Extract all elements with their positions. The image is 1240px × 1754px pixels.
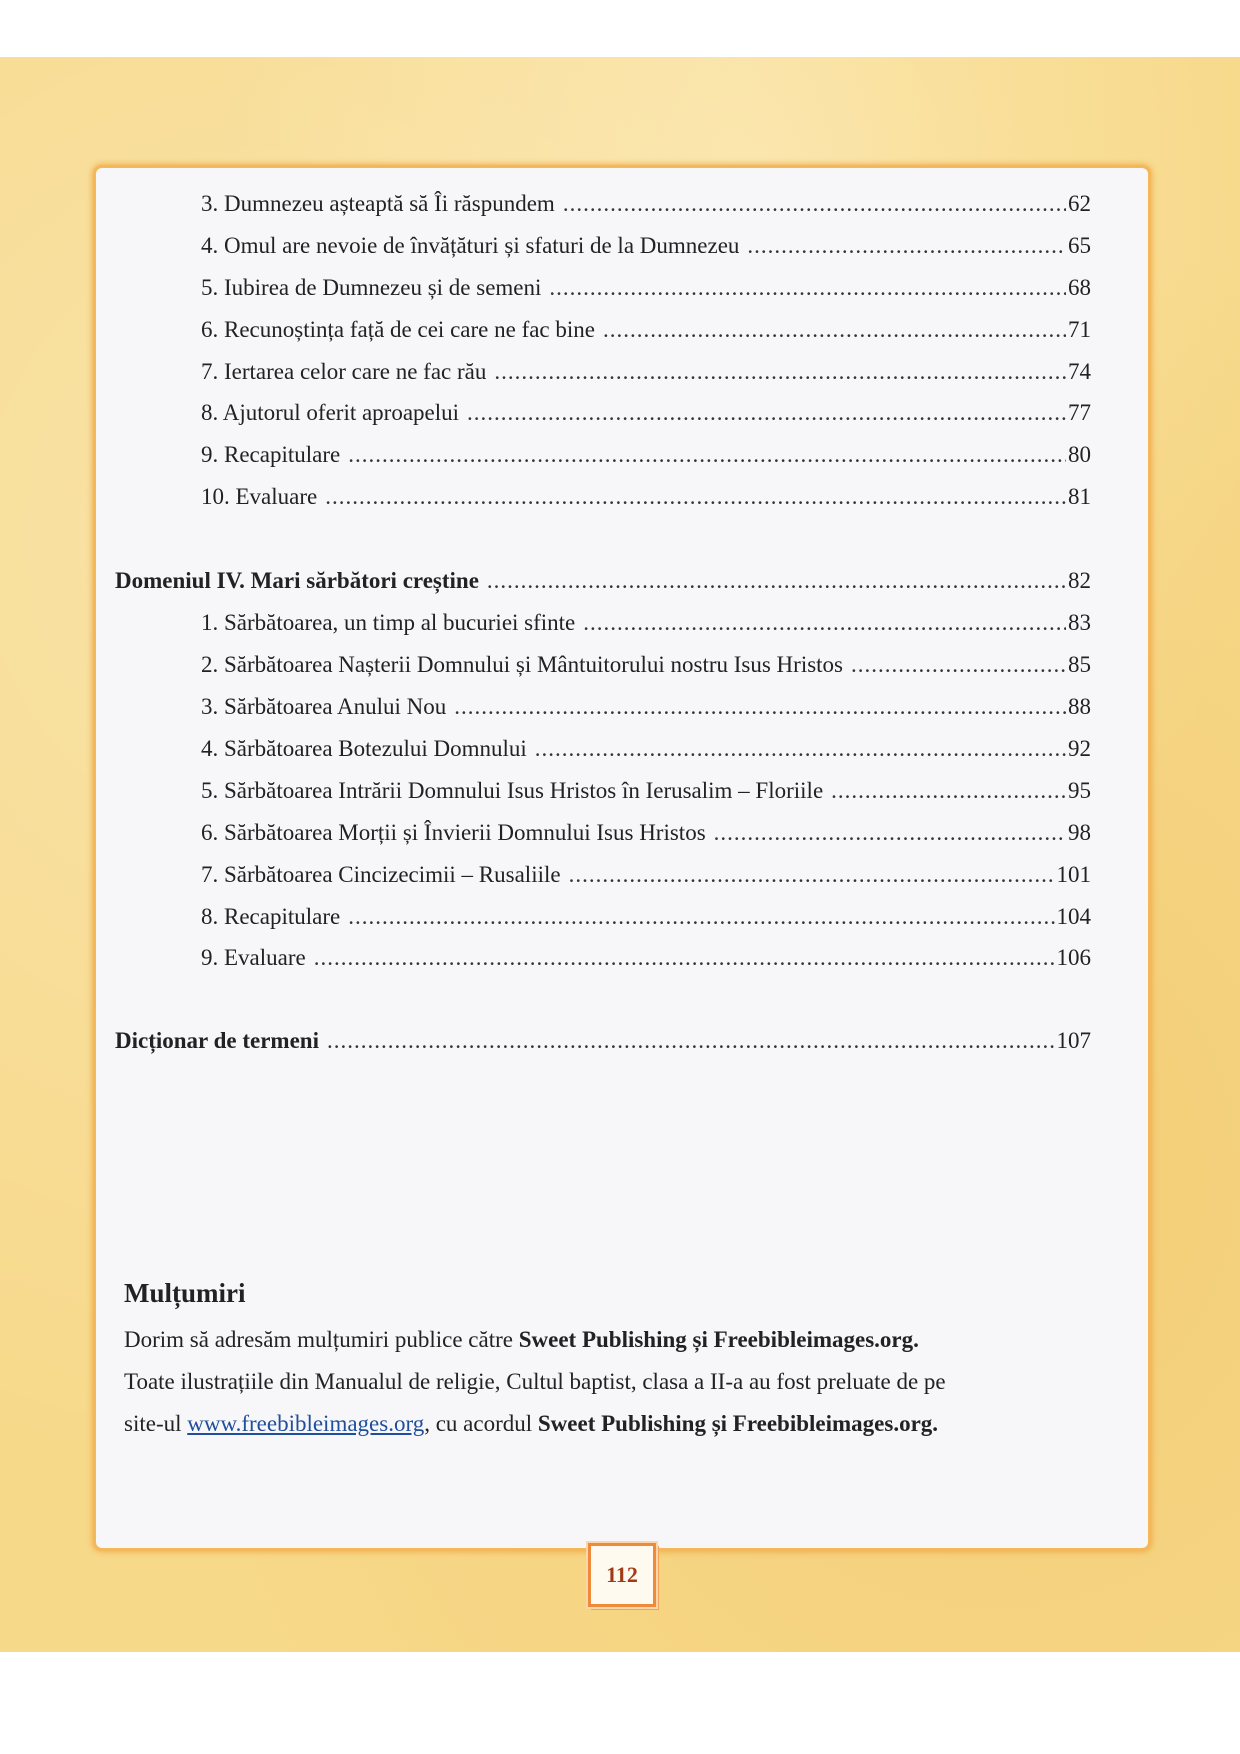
toc-leader-dots (603, 314, 1066, 346)
toc-entry[interactable] (115, 1025, 1091, 1057)
toc-leader-dots (549, 272, 1066, 304)
toc-entry-page: 62 (1068, 191, 1091, 216)
toc-leader-dots (494, 356, 1066, 388)
toc-entry-title: 3. Dumnezeu așteaptă să Îi răspundem (201, 191, 555, 216)
toc-entry-page: 107 (1056, 1028, 1091, 1053)
toc-entry[interactable] (201, 942, 1091, 974)
toc-entry-page: 92 (1068, 736, 1091, 761)
toc-entry[interactable] (201, 397, 1091, 429)
toc-entry-title: 5. Iubirea de Dumnezeu și de semeni (201, 275, 542, 300)
toc-entry-title: 6. Recunoștința față de cei care ne fac bine (201, 317, 595, 342)
toc-leader-dots (831, 775, 1066, 807)
toc-entry-title: 1. Sărbătoarea, un timp al bucuriei sfinte (201, 610, 576, 635)
toc-entry-title: 8. Ajutorul oferit aproapelui (201, 400, 460, 425)
toc-entry-title: 4. Sărbătoarea Botezului Domnului (201, 736, 527, 761)
toc-entry[interactable] (201, 733, 1091, 765)
toc-entry-title: 7. Sărbătoarea Cincizecimii – Rusaliile (201, 862, 561, 887)
toc-leader-dots (325, 481, 1066, 513)
ack-text: Dorim să adresăm mulțumiri publice către (124, 1327, 519, 1352)
toc-entry[interactable] (201, 691, 1091, 723)
toc-entry-page: 88 (1068, 694, 1091, 719)
toc-entry[interactable] (201, 481, 1091, 513)
toc-entry[interactable] (201, 859, 1091, 891)
toc-entry[interactable] (201, 314, 1091, 346)
toc-entry-title: Dicționar de termeni (115, 1028, 319, 1053)
ack-text: site-ul (124, 1411, 188, 1436)
toc-leader-dots (487, 565, 1066, 597)
toc-entry-page: 98 (1068, 820, 1091, 845)
toc-entry-page: 71 (1068, 317, 1091, 342)
toc-entry[interactable] (201, 775, 1091, 807)
toc-entry-page: 74 (1068, 359, 1091, 384)
toc-entry-page: 80 (1068, 442, 1091, 467)
ack-bold-text: Sweet Publishing și Freebibleimages.org. (537, 1411, 939, 1436)
toc-entry-page: 85 (1068, 652, 1091, 677)
toc-entry-title: 6. Sărbătoarea Morții și Învierii Domnului Isus Hristos (201, 820, 706, 845)
toc-entry-title: 9. Evaluare (201, 945, 306, 970)
toc-entry-page: 101 (1056, 862, 1091, 887)
toc-leader-dots (348, 901, 1054, 933)
toc-entry[interactable] (201, 230, 1091, 262)
toc-leader-dots (747, 230, 1066, 262)
toc-leader-dots (348, 439, 1066, 471)
toc-entry-page: 104 (1056, 904, 1091, 929)
toc-entry-page: 65 (1068, 233, 1091, 258)
toc-leader-dots (314, 942, 1055, 974)
toc-entry-title: 5. Sărbătoarea Intrării Domnului Isus Hristos în Ierusalim – Floriile (201, 778, 824, 803)
toc-entry-page: 106 (1056, 945, 1091, 970)
toc-leader-dots (467, 397, 1066, 429)
toc-entry-page: 82 (1068, 568, 1091, 593)
acknowledgements-line-2: Toate ilustrațiile din Manualul de religie, Cultul baptist, clasa a II-a au fost preluate de pe (124, 1369, 946, 1394)
toc-entry-page: 81 (1068, 484, 1091, 509)
toc-leader-dots (714, 817, 1066, 849)
toc-entry[interactable] (201, 649, 1091, 681)
toc-entry-title: 3. Sărbătoarea Anului Nou (201, 694, 447, 719)
toc-entry-title: Domeniul IV. Mari sărbători creștine (115, 568, 479, 593)
ack-bold-text: Sweet Publishing și Freebibleimages.org. (518, 1327, 919, 1352)
toc-entry[interactable] (201, 188, 1091, 220)
toc-leader-dots (851, 649, 1066, 681)
toc-leader-dots (563, 188, 1066, 220)
toc-leader-dots (583, 607, 1066, 639)
toc-entry-page: 83 (1068, 610, 1091, 635)
toc-leader-dots (454, 691, 1066, 723)
page-number: 112 (588, 1543, 656, 1607)
toc-leader-dots (535, 733, 1066, 765)
toc-entry-title: 4. Omul are nevoie de învățături și sfaturi de la Dumnezeu (201, 233, 740, 258)
toc-leader-dots (327, 1025, 1055, 1057)
toc-entry-title: 9. Recapitulare (201, 442, 341, 467)
toc-entry[interactable] (115, 565, 1091, 597)
acknowledgements-title: Mulțumiri (124, 1278, 246, 1308)
toc-entry[interactable] (201, 356, 1091, 388)
toc-entry[interactable] (201, 439, 1091, 471)
toc-entry[interactable] (201, 901, 1091, 933)
toc-entry-title: 7. Iertarea celor care ne fac rău (201, 359, 487, 384)
acknowledgements-line-1 (124, 1327, 919, 1353)
toc-entry-title: 10. Evaluare (201, 484, 318, 509)
toc-entry-title: 2. Sărbătoarea Nașterii Domnului și Mântuitorului nostru Isus Hristos (201, 652, 844, 677)
toc-entry-page: 95 (1068, 778, 1091, 803)
freebibleimages-link[interactable]: www.freebibleimages.org (187, 1411, 425, 1436)
toc-entry-page: 77 (1068, 400, 1091, 425)
toc-entry[interactable] (201, 607, 1091, 639)
toc-entry-title: 8. Recapitulare (201, 904, 341, 929)
toc-entry[interactable] (201, 817, 1091, 849)
acknowledgements-line-3 (124, 1411, 938, 1437)
toc-entry-page: 68 (1068, 275, 1091, 300)
toc-leader-dots (569, 859, 1055, 891)
toc-entry[interactable] (201, 272, 1091, 304)
ack-text: , cu acordul (424, 1411, 538, 1436)
